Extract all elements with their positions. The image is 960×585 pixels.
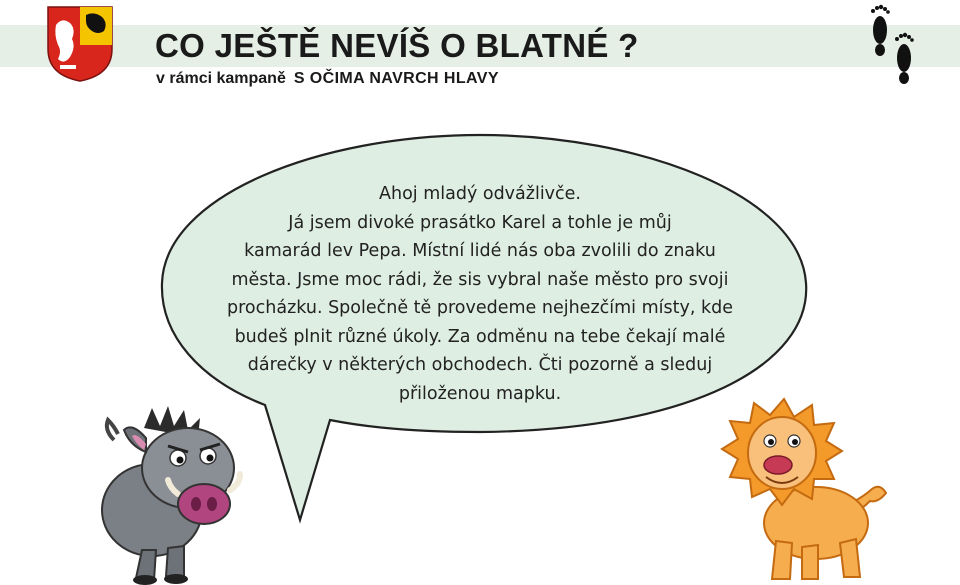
lion-illustration (694, 393, 904, 585)
subtitle-prefix: v rámci kampaně (156, 70, 286, 87)
bubble-line: Já jsem divoké prasátko Karel a tohle je můj (288, 212, 672, 233)
page-title: CO JEŠTĚ NEVÍŠ O BLATNÉ ? (155, 27, 639, 64)
bubble-line: města. Jsme moc rádi, že sis vybral naše město pro svoji (231, 269, 729, 290)
bubble-line: přiloženou mapku. (398, 383, 562, 404)
campaign-name: S OČIMA NAVRCH HLAVY (293, 70, 499, 87)
bubble-line: procházku. Společně tě provedeme nejhezčími místy, kde (227, 298, 733, 318)
bubble-line: dárečky v některých obchodech. Čti pozorně a sleduj (247, 355, 713, 375)
bubble-line: kamarád lev Pepa. Místní lidé nás oba zvolili do znaku (244, 241, 716, 261)
boar-illustration (84, 400, 264, 585)
bubble-line: Ahoj mladý odvážlivče. (379, 184, 581, 204)
speech-bubble-text (190, 180, 770, 408)
bubble-line: budeš plnit různé úkoly. Za odměnu na tebe čekají malé (234, 326, 726, 347)
